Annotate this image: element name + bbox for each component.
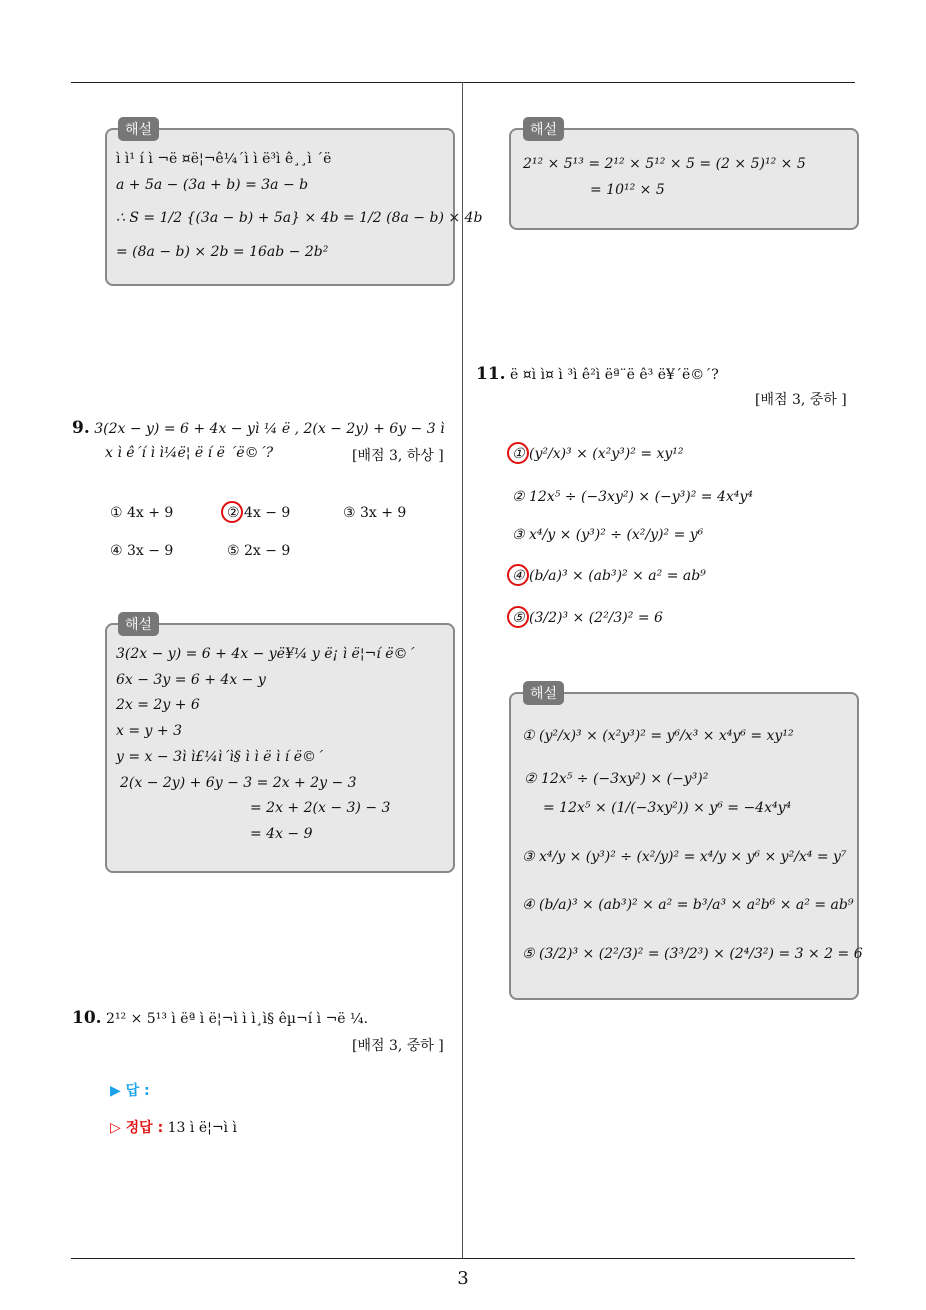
q8-sol-line-4: = (8a − b) × 2b = 16ab − 2b² (116, 244, 329, 260)
q8-sol-line-3: ∴ S = 1/2 {(3a − b) + 5a} × 4b = 1/2 (8a − b) × 4b (116, 210, 483, 226)
q9-sol-line-7: = 2x + 2(x − 3) − 3 (250, 800, 391, 816)
q9-sol-line-2: 6x − 3y = 6 + 4x − y (116, 672, 266, 688)
q10-sol-line-2: = 10¹² × 5 (590, 182, 665, 198)
q8-sol-line-1: ì ì¹ í ì ¬ë ¤ë¦¬ê¼´ì ì ë³ì ê¸¸ì ´ë (116, 151, 332, 167)
q9-sol-line-3: 2x = 2y + 6 (116, 697, 200, 713)
q10-correct-row (110, 1117, 237, 1137)
q11-sol-line-3: = 12x⁵ × (1/(−3xy²)) × y⁶ = −4x⁴y⁴ (543, 800, 792, 816)
q11-mark-1 (507, 442, 529, 464)
q10-solution-box (509, 128, 859, 230)
q9-option-2[interactable]: ② 4x − 9 (227, 505, 291, 521)
q9-option-1[interactable]: ① 4x + 9 (110, 505, 174, 521)
top-rule (71, 82, 855, 83)
q11-option-3[interactable]: ③ x⁴/y × (y³)² ÷ (x²/y)² = y⁶ (512, 527, 704, 543)
q11-sol-line-6: ⑤ (3/2)³ × (2²/3)² = (3³/2³) × (2⁴/3²) = 3 × 2 = 6 (522, 946, 863, 962)
q8-sol-line-2: a + 5a − (3a + b) = 3a − b (116, 177, 309, 193)
q9-sol-line-6: 2(x − 2y) + 6y − 3 = 2x + 2y − 3 (120, 775, 357, 791)
q10-question (72, 1008, 368, 1028)
q11-mark-4 (507, 564, 529, 586)
q11-option-1[interactable]: ① (y²/x)³ × (x²y³)² = xy¹² (512, 446, 684, 462)
q9-score: [배점 3, 하상 ] (352, 448, 444, 464)
q11-haeseol-tag: 해설 (523, 681, 564, 705)
q10-score: [배점 3, 중하 ] (352, 1038, 444, 1054)
q9-option-4[interactable]: ④ 3x − 9 (110, 543, 174, 559)
q11-question (476, 364, 719, 384)
q10-number: 10. (72, 1008, 102, 1028)
column-divider (462, 82, 463, 1258)
q10-correct-label: ▷ 정답 : (110, 1120, 164, 1136)
q9-answer-mark (221, 501, 243, 523)
q9-sol-line-8: = 4x − 9 (250, 826, 313, 842)
q9-question (72, 418, 445, 438)
q11-sol-line-2: ② 12x⁵ ÷ (−3xy²) × (−y³)² (524, 771, 709, 787)
q10-answer-label: ▶ 답 : (110, 1083, 150, 1099)
q10-haeseol-tag: 해설 (523, 117, 564, 141)
q9-option-5[interactable]: ⑤ 2x − 9 (227, 543, 291, 559)
q11-sol-line-5: ④ (b/a)³ × (ab³)² × a² = b³/a³ × a²b⁶ × a² = ab⁹ (522, 897, 854, 913)
q11-text: ë ¤ì ì¤ ì ³ì ê²ì ëª¨ë ê³ ë¥´ë©´? (510, 367, 719, 383)
q11-option-2[interactable]: ② 12x⁵ ÷ (−3xy²) × (−y³)² = 4x⁴y⁴ (512, 489, 753, 505)
q11-option-5[interactable]: ⑤ (3/2)³ × (2²/3)² = 6 (512, 610, 663, 626)
q11-mark-5 (507, 606, 529, 628)
q10-correct-value: 13 ì ë¦¬ì ì (167, 1120, 237, 1136)
q11-sol-line-4: ③ x⁴/y × (y³)² ÷ (x²/y)² = x⁴/y × y⁶ × y²/x⁴ = y⁷ (522, 849, 847, 865)
q9-text-line1: 3(2x − y) = 6 + 4x − yì ¼ ë , 2(x − 2y) + 6y − 3 ì (94, 421, 445, 437)
q9-sol-line-1: 3(2x − y) = 6 + 4x − yë¥¼ y ë¡ ì ë¦¬í ë©´ (116, 646, 415, 662)
q11-sol-line-1: ① (y²/x)³ × (x²y³)² = y⁶/x³ × x⁴y⁶ = xy¹² (522, 728, 794, 744)
q11-number: 11. (476, 364, 506, 384)
bottom-rule (71, 1258, 855, 1259)
q9-sol-line-5: y = x − 3ì ì£¼ì´ì§ ì ì ë ì í ë©´ (116, 749, 323, 765)
q8-haeseol-tag: 해설 (118, 117, 159, 141)
q10-sol-line-1: 2¹² × 5¹³ = 2¹² × 5¹² × 5 = (2 × 5)¹² × 5 (523, 156, 806, 172)
q10-text: 2¹² × 5¹³ ì ëª ì ë¦¬ì ì ì¸ì§ êµ¬í ì ¬ë ¼. (106, 1011, 369, 1027)
q9-number: 9. (72, 418, 90, 438)
q9-haeseol-tag: 해설 (118, 612, 159, 636)
page-number: 3 (457, 1268, 469, 1289)
q9-text-line2: x ì ê´í ì ì¼ë¦ ë í ë ´ë©´? (105, 445, 274, 461)
q9-sol-line-4: x = y + 3 (116, 723, 182, 739)
q11-score: [배점 3, 중하 ] (755, 392, 847, 408)
q9-option-3[interactable]: ③ 3x + 9 (343, 505, 407, 521)
q11-option-4[interactable]: ④ (b/a)³ × (ab³)² × a² = ab⁹ (512, 568, 706, 584)
